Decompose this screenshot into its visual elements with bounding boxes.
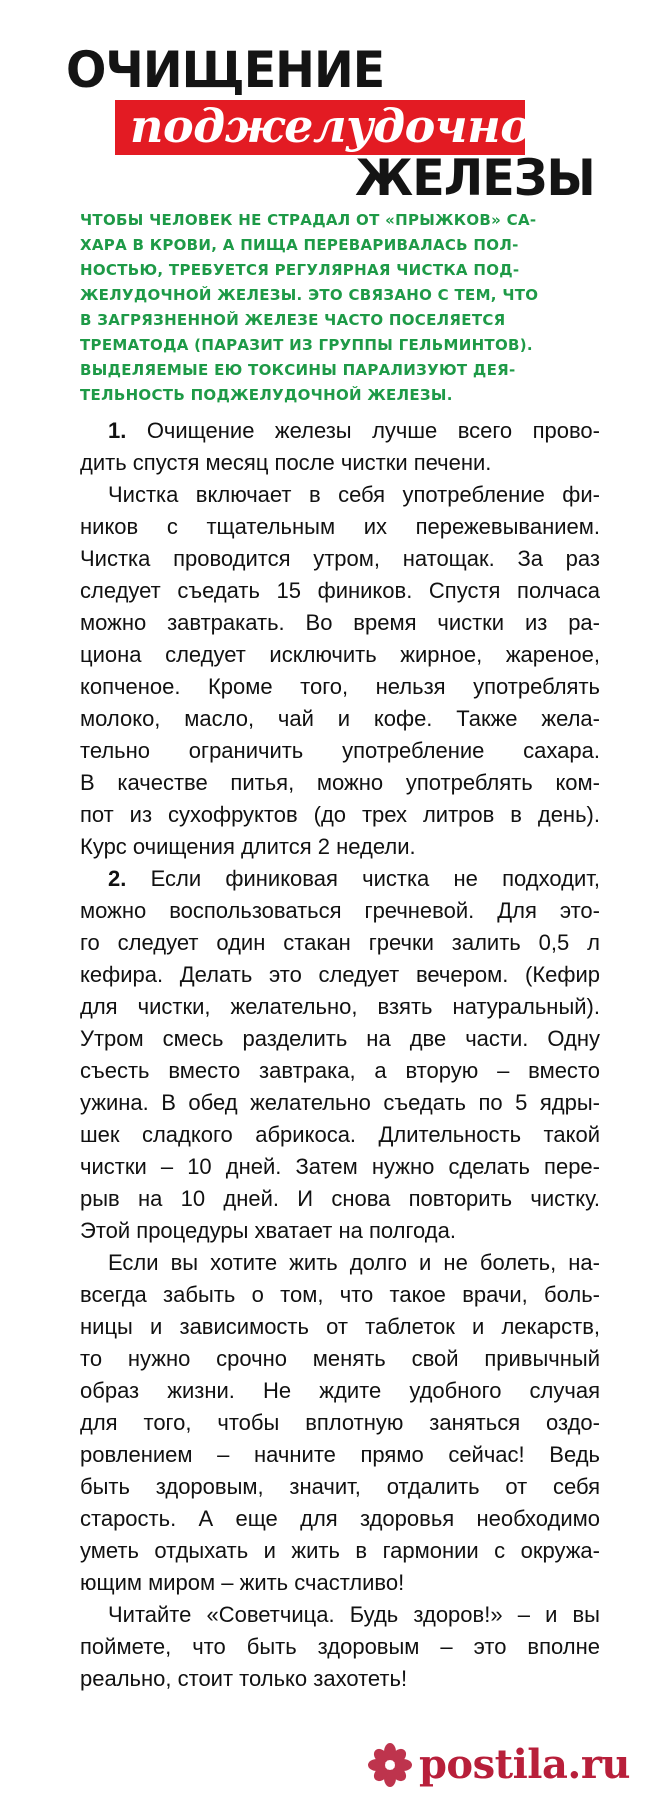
text-line: рыв на 10 дней. И снова повторить чистку. — [80, 1186, 600, 1211]
text-line: следует съедать 15 фиников. Спустя полчаса — [80, 578, 600, 603]
text-line: тельно ограничить употребление сахара. — [80, 738, 600, 763]
text-line: для чистки, желательно, взять натуральный). — [80, 994, 600, 1019]
text-line: Утром смесь разделить на две части. Одну — [80, 1026, 600, 1051]
text-line: уметь отдыхать и жить в гармонии с окружа- — [80, 1538, 600, 1563]
text-line: реально, стоит только захотеть! — [80, 1666, 408, 1691]
text-line: кефира. Делать это следует вечером. (Кефир — [80, 962, 600, 987]
text-line: съесть вместо завтрака, а вторую – вместо — [80, 1058, 600, 1083]
text-line: ровлением – начните прямо сейчас! Ведь — [80, 1442, 600, 1467]
text-line: го следует один стакан гречки залить 0,5 л — [80, 930, 600, 955]
paragraph-1 — [80, 415, 600, 479]
text-line: можно воспользоваться гречневой. Для это- — [80, 898, 600, 923]
text-line: Чистка проводится утром, натощак. За раз — [80, 546, 600, 571]
paragraph-3 — [80, 863, 600, 1247]
text-line: быть здоровым, значит, отдалить от себя — [80, 1474, 600, 1499]
watermark-text: postila.ru — [418, 1741, 630, 1788]
text-line: шек сладкого абрикоса. Длительность такой — [80, 1122, 600, 1147]
intro-line: В ЗАГРЯЗНЕННОЙ ЖЕЛЕЗЕ ЧАСТО ПОСЕЛЯЕТСЯ — [80, 311, 506, 329]
text-line: чистки – 10 дней. Затем нужно сделать пере- — [80, 1154, 600, 1179]
text-line: Курс очищения длится 2 недели. — [80, 834, 416, 859]
text-line: образ жизни. Не ждите удобного случая — [80, 1378, 600, 1403]
text-line: молоко, масло, чай и кофе. Также жела- — [80, 706, 600, 731]
intro-line: ХАРА В КРОВИ, А ПИЩА ПЕРЕВАРИВАЛАСЬ ПОЛ- — [80, 236, 519, 254]
text-line: 2. Если финиковая чистка не подходит, — [108, 866, 600, 891]
text-line: 1. Очищение железы лучше всего прово- — [108, 418, 600, 443]
step-number: 2. — [108, 866, 127, 891]
title-line-1: ОЧИЩЕНИЕ — [66, 41, 385, 99]
text-line: Этой процедуры хватает на полгода. — [80, 1218, 456, 1243]
text-line: то нужно срочно менять свой привычный — [80, 1346, 600, 1371]
article-body — [80, 415, 600, 1695]
text-line: всегда забыть о том, что такое врачи, боль- — [80, 1282, 600, 1307]
paragraph-2 — [80, 479, 600, 863]
text-line: пот из сухофруктов (до трех литров в день). — [80, 802, 600, 827]
text-line: ников с тщательным их пережевыванием. — [80, 514, 600, 539]
title-line-3: ЖЕЛЕЗЫ — [355, 149, 595, 207]
text-line: В качестве питья, можно употреблять ком- — [80, 770, 600, 795]
title-line-2: поджелудочной — [130, 99, 564, 153]
step-number: 1. — [108, 418, 127, 443]
intro-line: ВЫДЕЛЯЕМЫЕ ЕЮ ТОКСИНЫ ПАРАЛИЗУЮТ ДЕЯ- — [80, 361, 516, 379]
intro-line: ЧТОБЫ ЧЕЛОВЕК НЕ СТРАДАЛ ОТ «ПРЫЖКОВ» СА- — [80, 211, 537, 229]
text-line: дить спустя месяц после чистки печени. — [80, 450, 492, 475]
text-line: Если вы хотите жить долго и не болеть, на- — [108, 1250, 600, 1275]
intro-line: ТЕЛЬНОСТЬ ПОДЖЕЛУДОЧНОЙ ЖЕЛЕЗЫ. — [80, 386, 453, 404]
text-line: для того, чтобы вплотную заняться оздо- — [80, 1410, 600, 1435]
intro-lead — [80, 208, 600, 408]
article-title — [0, 0, 660, 210]
text-line: ницы и зависимость от таблеток и лекарств, — [80, 1314, 600, 1339]
paragraph-4 — [80, 1247, 600, 1599]
text-line: копченое. Кроме того, нельзя употреблять — [80, 674, 600, 699]
text-line: ющим миром – жить счастливо! — [80, 1570, 405, 1595]
intro-line: ТРЕМАТОДА (ПАРАЗИТ ИЗ ГРУППЫ ГЕЛЬМИНТОВ). — [80, 336, 533, 354]
paragraph-5 — [80, 1599, 600, 1695]
text-line: Читайте «Советчица. Будь здоров!» – и вы — [108, 1602, 600, 1627]
text-line: ужина. В обед желательно съедать по 5 ядры- — [80, 1090, 600, 1115]
intro-line: НОСТЬЮ, ТРЕБУЕТСЯ РЕГУЛЯРНАЯ ЧИСТКА ПОД- — [80, 261, 520, 279]
text-line: циона следует исключить жирное, жареное, — [80, 642, 600, 667]
intro-line: ЖЕЛУДОЧНОЙ ЖЕЛЕЗЫ. ЭТО СВЯЗАНО С ТЕМ, ЧТО — [80, 286, 539, 304]
text-line: можно завтракать. Во время чистки из ра- — [80, 610, 600, 635]
watermark — [367, 1741, 630, 1788]
text-line: старость. А еще для здоровья необходимо — [80, 1506, 600, 1531]
text-line: Чистка включает в себя употребление фи- — [108, 482, 600, 507]
text-line: поймете, что быть здоровым – это вполне — [80, 1634, 600, 1659]
flower-icon — [367, 1742, 413, 1788]
